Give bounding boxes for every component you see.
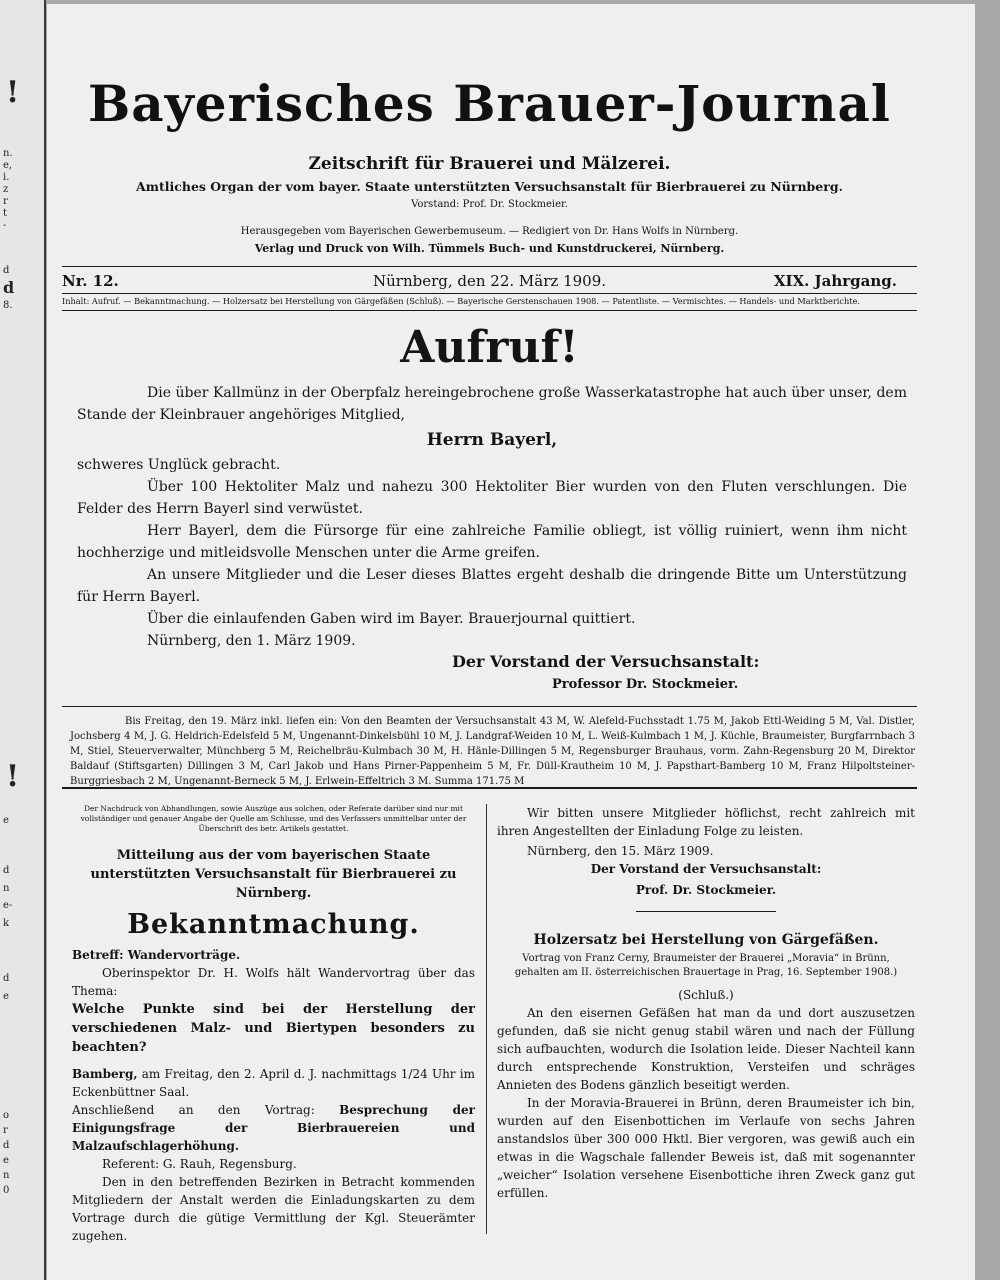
vortrag-credit: Vortrag von Franz Cerny, Braumeister der Brauerei „Moravia“ in Brünn, gehalten am II. österreichischen Brauertage in Prag, 16. September 1908.)	[514, 953, 898, 978]
table-of-contents: Inhalt: Aufruf. — Bekanntmachung. — Holzersatz bei Herstellung von Gärgefäßen (Schluß). — Bayerische Gerstenschauen 1908. — Patentliste. — Vermischtes. — Handels- und Marktberichte.	[62, 296, 860, 306]
strip-fragment: e,	[3, 160, 13, 171]
aufruf-date: Nürnberg, den 1. März 1909.	[147, 633, 356, 649]
left-paragraph	[72, 1101, 475, 1155]
strip-fragment: t	[3, 208, 8, 219]
aufruf-body	[77, 382, 907, 652]
strip-fragment: e-	[3, 900, 13, 911]
aufruf-paragraph: Über die einlaufenden Gaben wird im Bayer. Brauerjournal quittiert.	[147, 611, 636, 627]
masthead-title: Bayerisches Brauer-Journal	[88, 74, 891, 133]
reprint-note: Der Nachdruck von Abhandlungen, sowie Auszüge aus solchen, oder Referate darüber sind nur mit vollständiger und genauer Angabe der Quelle am Schlusse, und des Verfassers unmittelbar unter der Überschrift des betr. Artikels gestattet.	[80, 804, 467, 833]
strip-fragment: r	[3, 196, 8, 207]
strip-fragment: d	[3, 1140, 10, 1151]
strip-fragment: n.	[3, 148, 13, 159]
rule	[62, 266, 917, 267]
right-paragraph: Wir bitten unsere Mitglieder höflichst, recht zahlreich mit ihren Angestellten der Einladung Folge zu leisten.	[497, 806, 915, 838]
holzersatz-heading: Holzersatz bei Herstellung von Gärgefäßen.	[533, 932, 879, 948]
schluss-label: (Schluß.)	[678, 988, 734, 1002]
strip-fragment: n	[3, 1170, 10, 1181]
strip-fragment: 8.	[3, 300, 13, 311]
strip-fragment: 0	[3, 1185, 10, 1196]
adjacent-page-strip	[0, 0, 46, 1280]
aufruf-heading: Aufruf!	[400, 322, 579, 373]
right-signature: Der Vorstand der Versuchsanstalt:	[590, 862, 822, 876]
vortrag-place: Bamberg,	[72, 1067, 138, 1081]
strip-fragment: d	[3, 278, 15, 297]
rule	[636, 911, 776, 912]
left-paragraph: Den in den betreffenden Bezirken in Betracht kommenden Mitgliedern der Anstalt werden die Einladungskarten zu dem Vortrage durch die gütige Vermittlung der Kgl. Steuerämter zugehen.	[72, 1175, 475, 1243]
aufruf-paragraph: Über 100 Hektoliter Malz und nahezu 300 Hektoliter Bier wurden von den Fluten verschlungen. Die Felder des Herrn Bayerl sind verwüstet.	[77, 479, 907, 517]
strip-fragment: !	[6, 759, 20, 794]
strip-fragment: d	[3, 973, 10, 984]
strip-fragment: o	[3, 1110, 10, 1121]
rule	[62, 787, 917, 789]
strip-fragment: r	[3, 1125, 8, 1136]
aufruf-paragraph: schweres Unglück gebracht.	[77, 457, 281, 473]
left-paragraph: Oberinspektor Dr. H. Wolfs hält Wandervortrag über das Thema:	[72, 966, 475, 998]
donations-list	[70, 714, 915, 789]
strip-fragment: e	[3, 991, 9, 1002]
strip-fragment: d	[3, 865, 10, 876]
bekanntmachung-heading: Bekanntmachung.	[127, 909, 420, 940]
right-date: Nürnberg, den 15. März 1909.	[527, 844, 714, 858]
masthead-organ: Amtliches Organ der vom bayer. Staate unterstützten Versuchsanstalt für Bierbrauerei zu Nürnberg.	[136, 179, 843, 194]
right-signatory: Prof. Dr. Stockmeier.	[635, 883, 777, 897]
strip-fragment: -	[3, 220, 7, 231]
referent-line: Referent: G. Rauh, Regensburg.	[102, 1157, 297, 1171]
aufruf-signatory: Professor Dr. Stockmeier.	[552, 677, 739, 692]
rule	[62, 310, 917, 311]
vortrag-time: am Freitag, den 2. April d. J. nachmittags 1/24 Uhr im Eckenbüttner Saal.	[72, 1067, 475, 1099]
betreff-line: Betreff: Wandervorträge.	[72, 948, 241, 962]
mitteilung-heading: Mitteilung aus der vom bayerischen Staate unterstützten Versuchsanstalt für Bierbrauerei zu Nürnberg.	[90, 848, 457, 901]
strip-fragment: d	[3, 265, 10, 276]
masthead-subtitle: Zeitschrift für Brauerei und Mälzerei.	[308, 154, 671, 174]
right-paragraph: An den eisernen Gefäßen hat man da und dort auszusetzen gefunden, daß sie nicht genug stabil wären und nach der Füllung sich aufbauchten, wodurch die Isolation leide. Dieser Nachteil kann durch entsprechende Konstruktion, Versteifen und schräges Annieten des Bodens gänzlich beseitigt werden.	[497, 1006, 915, 1092]
newspaper-page	[47, 4, 975, 1280]
strip-fragment: !	[6, 75, 20, 110]
strip-fragment: z	[3, 184, 9, 195]
vortrag-thema: Welche Punkte sind bei der Herstellung der verschiedenen Malz- und Biertypen besonders zu beachten?	[72, 1002, 475, 1055]
strip-fragment: e	[3, 815, 9, 826]
strip-fragment: e	[3, 1155, 9, 1166]
aufruf-paragraph: An unsere Mitglieder und die Leser dieses Blattes ergeht deshalb die dringende Bitte um Unterstützung für Herrn Bayerl.	[77, 567, 907, 605]
right-column	[497, 804, 915, 1202]
rule	[62, 293, 917, 294]
strip-fragment: i.	[3, 172, 10, 183]
aufruf-paragraph: Herr Bayerl, dem die Fürsorge für eine zahlreiche Familie obliegt, ist völlig ruiniert, wenn ihm nicht hochherzige und mitleidsvolle Menschen unter die Arme greifen.	[77, 523, 907, 561]
aufruf-signature: Der Vorstand der Versuchsanstalt:	[452, 652, 760, 671]
column-divider	[486, 804, 487, 1234]
masthead-publisher: Herausgegeben vom Bayerischen Gewerbemuseum. — Redigiert von Dr. Hans Wolfs in Nürnberg.	[240, 226, 739, 237]
right-paragraph: In der Moravia-Brauerei in Brünn, deren Braumeister ich bin, wurden auf den Eisenbottichen im Verlaufe von sechs Jahren anstandslos über 300 000 Hktl. Bier vergoren, was gewiß auch ein etwas in die Wagschale fallender Beweis ist, daß mit sogenannter „weicher“ Isolation versehene Eisenbottiche ihren Zweck ganz gut erfüllen.	[497, 1096, 915, 1200]
anschluss-lead: Anschließend an den Vortrag:	[72, 1103, 315, 1117]
aufruf-name: Herrn Bayerl,	[426, 430, 558, 450]
issue-year: XIX. Jahrgang.	[773, 272, 897, 290]
aufruf-paragraph: Die über Kallmünz in der Oberpfalz hereingebrochene große Wasserkatastrophe hat auch über unser, dem Stande der Kleinbrauer angehöriges Mitglied,	[77, 385, 907, 423]
dateline	[62, 272, 917, 292]
donations-text: Bis Freitag, den 19. März inkl. liefen ein: Von den Beamten der Versuchsanstalt 43 M, W. Alefeld-Fuchsstadt 1.75 M, Jakob Ettl-Weiding 5 M, Val. Distler, Jochsberg 4 M, J. G. Heldrich-Edelsfeld 5 M, Ungenannt-Dinkelsbühl 10 M, J. Landgraf-Weiden 10 M, L. Weiß-Kulmbach 1 M, J. Küchle, Braumeister, Burgfarrnbach 3 M, Stiel, Steuerverwalter, Münchberg 5 M, Reichelbräu-Kulmbach 30 M, H. Hänle-Dillingen 5 M, Regensburger Brauhaus, vorm. Zahn-Regensburg 20 M, Direktor Baldauf (Stiftsgarten) Dillingen 3 M, Carl Jakob und Hans Pirner-Pappenheim 5 M, Fr. Düll-Krautheim 10 M, J. Papsthart-Bamberg 10 M, Franz Hilpoltsteiner-Burggriesbach 2 M, Ungenannt-Berneck 5 M, J. Erlwein-Effeltrich 3 M. Summa 171.75 M	[70, 716, 915, 787]
left-paragraph	[72, 1065, 475, 1101]
strip-fragment: k	[3, 918, 10, 929]
strip-fragment: n	[3, 883, 10, 894]
rule	[62, 706, 917, 707]
left-column	[72, 804, 475, 1245]
masthead-printer: Verlag und Druck von Wilh. Tümmels Buch- und Kunstdruckerei, Nürnberg.	[254, 242, 725, 255]
masthead-vorstand: Vorstand: Prof. Dr. Stockmeier.	[411, 199, 568, 210]
issue-date: Nürnberg, den 22. März 1909.	[372, 272, 607, 290]
anschluss-topic: Besprechung der Einigungsfrage der Bierbrauereien und Malzaufschlagerhöhung.	[72, 1103, 475, 1153]
issue-number: Nr. 12.	[62, 272, 119, 290]
